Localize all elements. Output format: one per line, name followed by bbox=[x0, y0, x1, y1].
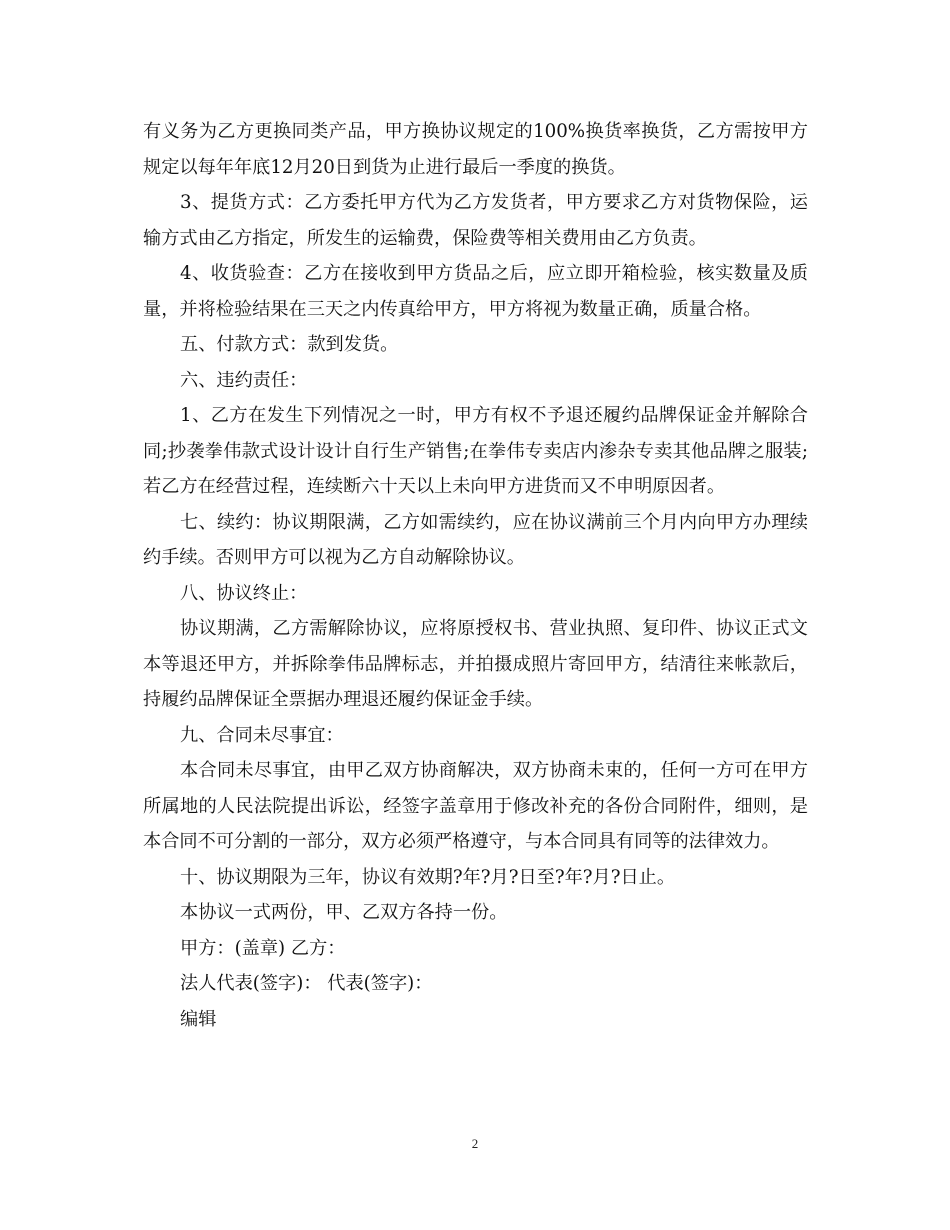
paragraph-3: 4、收货验查：乙方在接收到甲方货品之后，应立即开箱检验，核实数量及质量，并将检验结果在三天之内传真给甲方，甲方将视为数量正确，质量合格。 bbox=[143, 263, 808, 320]
paragraph-1: 有义务为乙方更换同类产品，甲方换协议规定的100%换货率换货，乙方需按甲方规定以每年年底12月20日到货为止进行最后一季度的换货。 bbox=[143, 121, 808, 178]
signature-line-party-a-b: 甲方：(盖章) 乙方： bbox=[180, 937, 346, 959]
paragraph-5: 六、违约责任： bbox=[180, 369, 308, 391]
paragraph-7: 七、续约：协议期限满，乙方如需续约，应在协议满前三个月内向甲方办理续约手续。否则甲方可以视为乙方自动解除协议。 bbox=[143, 511, 808, 568]
paragraph-13: 本协议一式两份，甲、乙双方各持一份。 bbox=[180, 902, 508, 923]
signature-line-representatives: 法人代表(签字)： 代表(签字)： bbox=[180, 973, 433, 994]
paragraph-2: 3、提货方式：乙方委托甲方代为乙方发货者，甲方要求乙方对货物保险，运输方式由乙方指定，所发生的运输费，保险费等相关费用由乙方负责。 bbox=[143, 192, 808, 249]
paragraph-10: 九、合同未尽事宜： bbox=[180, 724, 344, 746]
document-body bbox=[143, 114, 808, 1037]
page-number: 2 bbox=[471, 1136, 479, 1151]
paragraph-9: 协议期满，乙方需解除协议，应将原授权书、营业执照、复印件、协议正式文本等退还甲方，并拆除拳伟品牌标志，并拍摄成照片寄回甲方，结清往来帐款后，持履约品牌保证全票据办理退还履约保证金手续。 bbox=[143, 618, 808, 710]
paragraph-6: 1、乙方在发生下列情况之一时，甲方有权不予退还履约品牌保证金并解除合同;抄袭拳伟款式设计设计自行生产销售;在拳伟专卖店内渗杂专卖其他品牌之服装;若乙方在经营过程，连续断六十天以上未向甲方进货而又不申明原因者。 bbox=[143, 405, 808, 497]
paragraph-12: 十、协议期限为三年，协议有效期?年?月?日至?年?月?日止。 bbox=[180, 866, 676, 888]
paragraph-11: 本合同未尽事宜，由甲乙双方协商解决，双方协商未束的，任何一方可在甲方所属地的人民法院提出诉讼，经签字盖章用于修改补充的各份合同附件，细则，是本合同不可分割的一部分，双方必须严格遵守，与本合同具有同等的法律效力。 bbox=[143, 760, 808, 852]
paragraph-4: 五、付款方式：款到发货。 bbox=[180, 334, 399, 355]
edit-label: 编辑 bbox=[180, 1008, 217, 1030]
paragraph-8: 八、协议终止： bbox=[180, 582, 308, 604]
